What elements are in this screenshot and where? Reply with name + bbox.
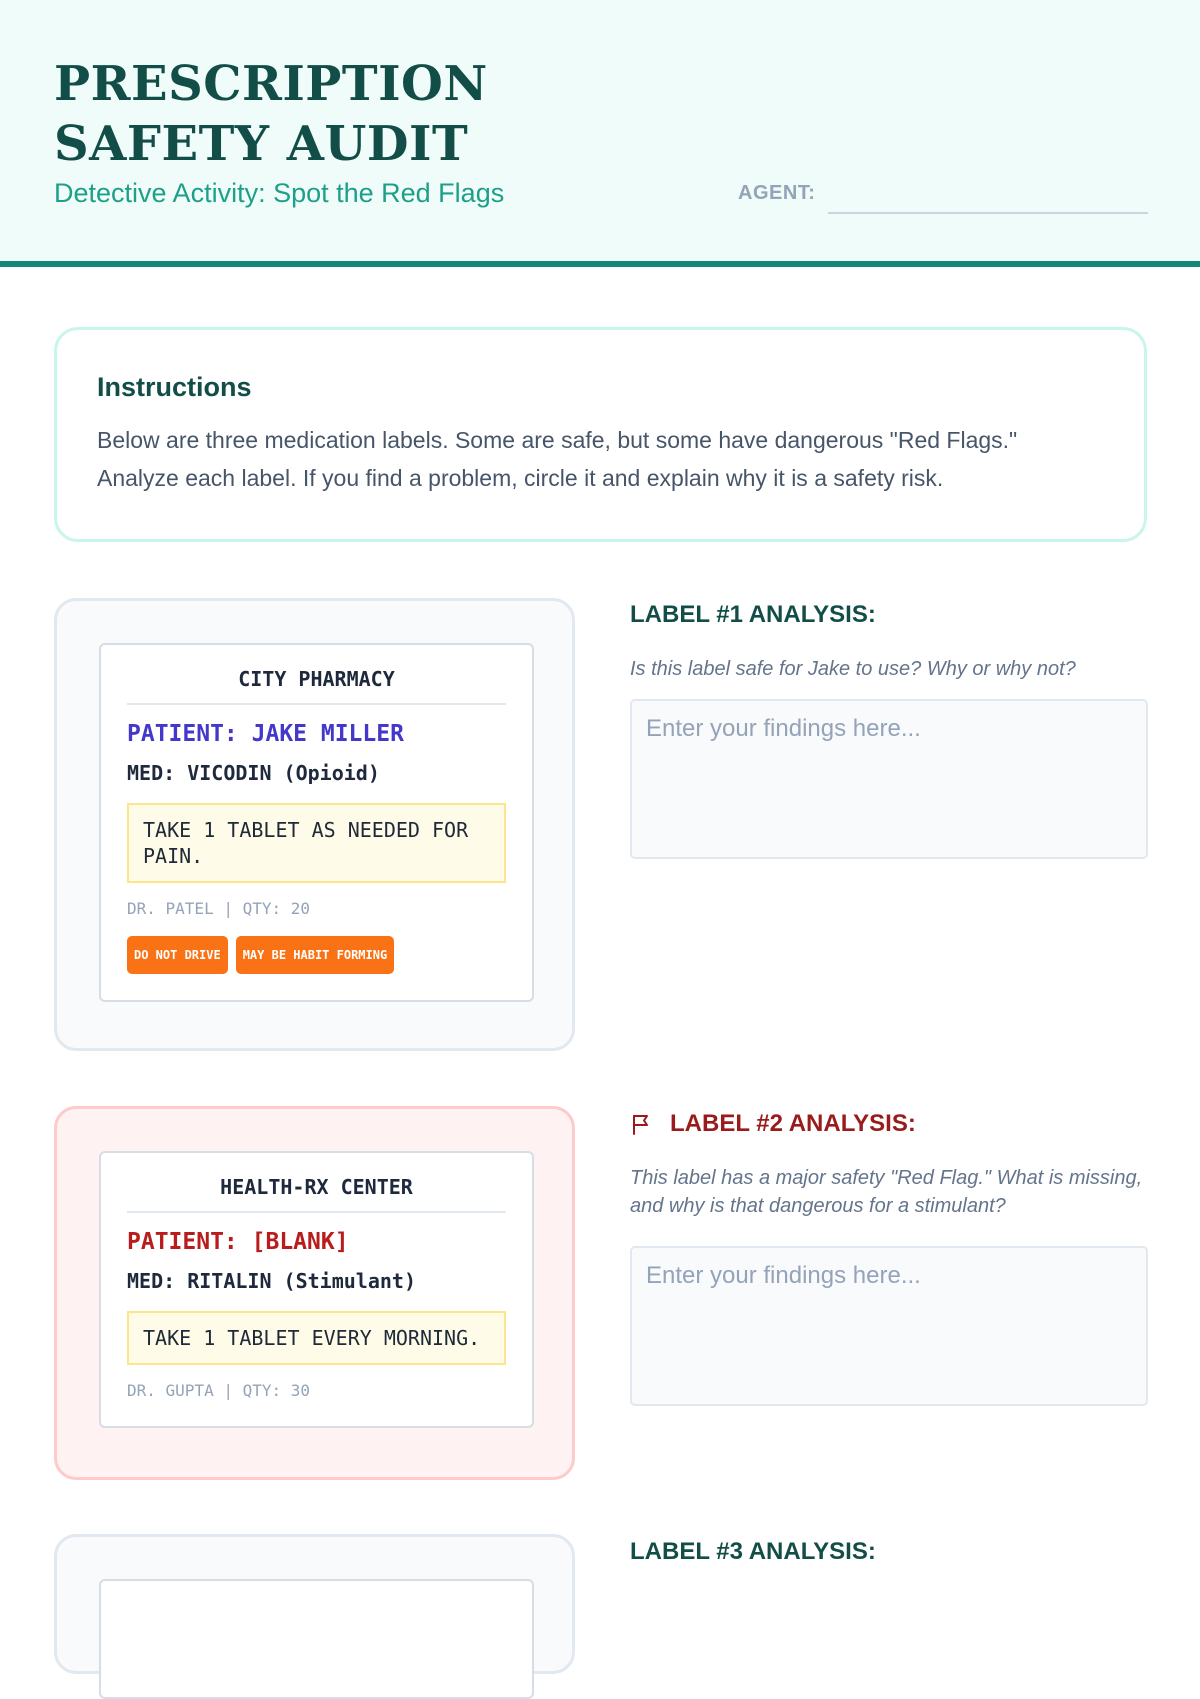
analysis-title-2: LABEL #2 ANALYSIS: <box>670 1110 916 1137</box>
warning-tags <box>127 936 506 974</box>
page-title: PRESCRIPTION SAFETY AUDIT <box>54 56 488 172</box>
dosage-directions: TAKE 1 TABLET AS NEEDED FOR PAIN. <box>127 803 506 883</box>
flag-icon <box>630 1112 654 1136</box>
instructions-heading: Instructions <box>97 372 252 402</box>
analysis-prompt-1: Is this label safe for Jake to use? Why or why not? <box>630 658 1076 680</box>
page-subtitle: Detective Activity: Spot the Red Flags <box>54 178 505 208</box>
analysis-section-1 <box>630 601 1148 859</box>
pharmacy-name: CITY PHARMACY <box>127 667 506 705</box>
label-card-2 <box>54 1106 575 1480</box>
analysis-title-1: LABEL #1 ANALYSIS: <box>630 601 876 628</box>
analysis-section-2 <box>630 1110 1148 1406</box>
medication-name: MED: RITALIN (Stimulant) <box>127 1269 416 1293</box>
patient-name: PATIENT: JAKE MILLER <box>127 721 404 747</box>
warning-tag-habit-forming: MAY BE HABIT FORMING <box>236 936 395 974</box>
analysis-heading-2 <box>630 1110 1148 1138</box>
findings-input-1[interactable] <box>630 699 1148 859</box>
prescriber-quantity: DR. GUPTA | QTY: 30 <box>127 1381 311 1400</box>
medication-label-1 <box>99 643 534 1002</box>
warning-tag-do-not-drive: DO NOT DRIVE <box>127 936 228 974</box>
medication-label-2 <box>99 1151 534 1428</box>
analysis-prompt-2: This label has a major safety "Red Flag." What is missing, and why is that dangerous for a stimulant? <box>630 1167 1143 1217</box>
agent-label: AGENT: <box>738 182 816 204</box>
analysis-section-3 <box>630 1538 1148 1566</box>
medication-label-3 <box>99 1579 534 1699</box>
instructions-box <box>54 327 1147 542</box>
label-card-3 <box>54 1534 575 1674</box>
prescriber-quantity: DR. PATEL | QTY: 20 <box>127 899 311 918</box>
medication-name: MED: VICODIN (Opioid) <box>127 761 380 785</box>
patient-name: PATIENT: [BLANK] <box>127 1229 349 1255</box>
analysis-title-3: LABEL #3 ANALYSIS: <box>630 1538 876 1565</box>
pharmacy-name: HEALTH-RX CENTER <box>127 1175 506 1213</box>
instructions-text: Below are three medication labels. Some are safe, but some have dangerous "Red Flags." Analyze each label. If you find a problem, circle it and explain why it is a safety risk. <box>97 427 1018 491</box>
dosage-directions: TAKE 1 TABLET EVERY MORNING. <box>127 1311 506 1365</box>
label-card-1 <box>54 598 575 1051</box>
page-header <box>0 0 1200 267</box>
findings-input-2[interactable] <box>630 1246 1148 1406</box>
agent-name-field[interactable] <box>828 212 1148 214</box>
